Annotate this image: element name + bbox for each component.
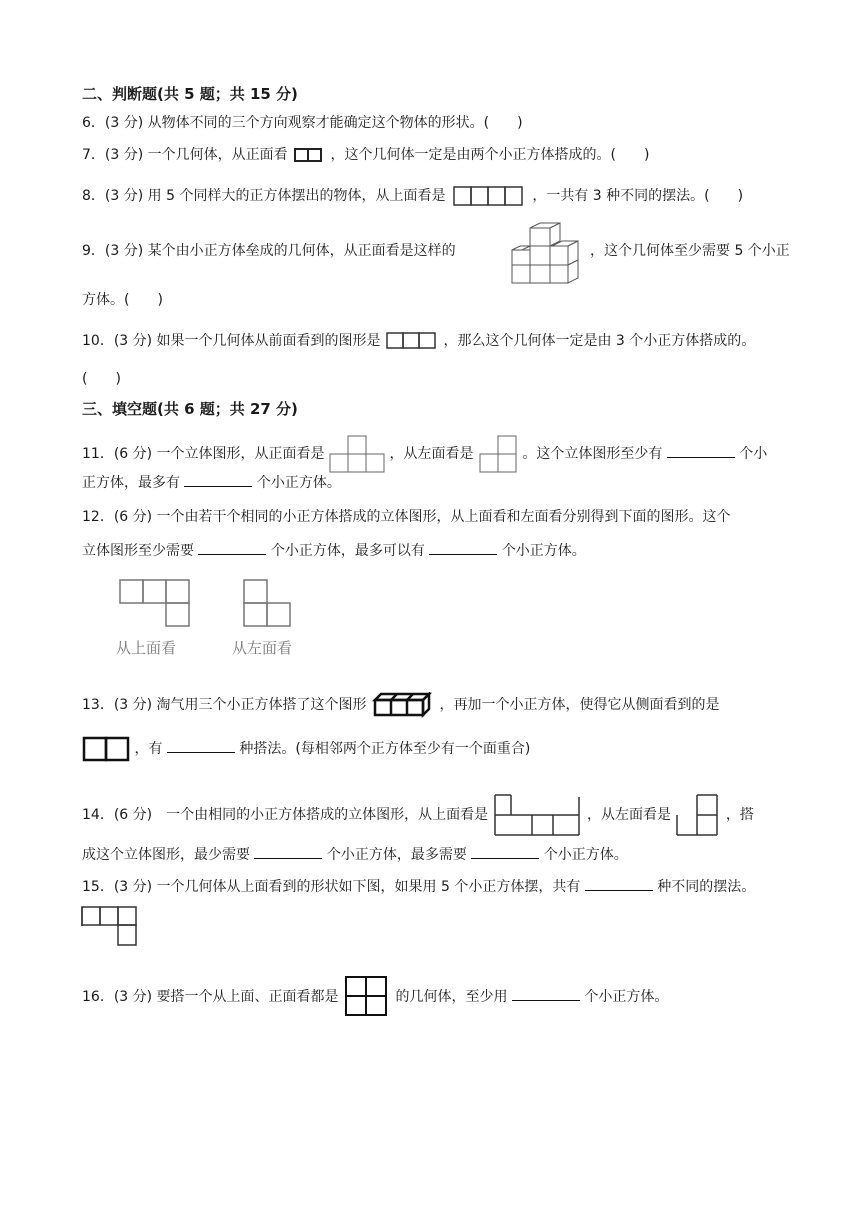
question-14-text-a: 14．(6 分) 一个由相同的小正方体搭成的立体图形，从上面看是 [82,807,489,823]
question-11-text-e: 正方体，最多有 [82,475,180,491]
answer-blank[interactable] [254,844,322,859]
question-16-text-b: 的几何体，至少用 [395,989,508,1005]
question-11-text-a: 11．(6 分) 一个立体图形，从正面看是 [82,446,325,462]
question-9-text-b: ，这个几何体至少需要 5 个小正 [590,243,790,259]
question-13-line2 [82,736,530,762]
figure-cube-stack-icon [508,222,580,288]
figure-four-square-grid-icon [343,975,391,1019]
question-9-text-a: 9．(3 分) 某个由小正方体垒成的几何体，从正面看是这样的 [82,243,456,259]
question-11-text-b: ，从左面看是 [389,446,474,462]
question-11-line2 [82,472,341,493]
answer-blank[interactable] [512,986,580,1001]
caption-top-view: 从上面看 [116,639,177,657]
figure-front-view-icon [329,434,385,474]
question-15 [82,876,755,897]
question-15-text-a: 15．(3 分) 一个几何体从上面看到的形状如下图，如果用 5 个小正方体摆，共有 [82,879,581,895]
question-15-text-b: 种不同的摆法。 [657,879,756,895]
question-16 [82,975,668,1019]
question-12-line2 [82,540,586,561]
question-14-text-e: 个小正方体，最多需要 [326,847,467,863]
question-10-text-b: ，那么这个几何体一定是由 3 个小正方体搭成的。 [443,333,756,349]
question-8 [82,184,743,208]
figure-side-view-icon [82,736,130,762]
figure-four-squares-row-icon [450,184,528,208]
question-13-text-a: 13．(3 分) 淘气用三个小正方体搭了这个图形 [82,697,367,713]
question-11-text-d: 个小 [739,446,768,462]
question-14-text-c: ，搭 [725,807,754,823]
answer-blank[interactable] [184,472,252,487]
section-title-fill-in: 三、填空题(共 6 题；共 27 分) [82,400,298,418]
question-16-text-c: 个小正方体。 [584,989,669,1005]
question-9 [82,241,456,261]
question-7-text-a: 7．(3 分) 一个几何体，从正面看 [82,147,288,163]
question-12-text-c: 个小正方体，最多可以有 [270,543,425,559]
question-14-text-d: 成这个立体图形，最少需要 [82,847,250,863]
question-7-text-b: ，这个几何体一定是由两个小正方体搭成的。( ) [330,147,650,163]
figure-left-side-view-icon [242,578,294,632]
figure-left-view-icon [478,434,518,474]
answer-blank[interactable] [585,876,653,891]
section-title-judgement: 二、判断题(共 5 题；共 15 分) [82,85,298,103]
question-6: 6．(3 分) 从物体不同的三个方向观察才能确定这个物体的形状。( ) [82,115,523,131]
figure-three-cubes-icon [371,692,435,718]
question-11-text-c: 。这个立体图形至少有 [522,446,663,462]
answer-blank[interactable] [471,844,539,859]
question-13-text-b: ，再加一个小正方体，使得它从侧面看到的是 [439,697,720,713]
figure-q14-left-view-icon [675,793,721,837]
question-10 [82,331,755,351]
question-11-text-f: 个小正方体。 [256,475,341,491]
answer-blank[interactable] [429,540,497,555]
figure-q15-top-view-icon [80,904,140,952]
question-10-text-a: 10．(3 分) 如果一个几何体从前面看到的图形是 [82,333,381,349]
question-14-text-b: ，从左面看是 [587,807,672,823]
figure-two-squares-icon [292,147,326,163]
question-14 [82,793,754,837]
question-14-text-f: 个小正方体。 [543,847,628,863]
question-11 [82,434,767,474]
figure-three-squares-row-icon [385,332,439,350]
question-14-line2 [82,844,628,865]
question-13-text-c: ，有 [134,741,163,757]
question-12-line1: 12．(6 分) 一个由若干个相同的小正方体搭成的立体图形，从上面看和左面看分别得到下面的图形。这个 [82,509,731,525]
answer-blank[interactable] [167,738,235,753]
question-10-text-c: ( ) [82,371,121,387]
question-13 [82,692,719,718]
question-9-text-c: 方体。( ) [82,292,163,308]
question-16-text-a: 16．(3 分) 要搭一个从上面、正面看都是 [82,989,339,1005]
question-8-text-a: 8．(3 分) 用 5 个同样大的正方体摆出的物体，从上面看是 [82,188,446,204]
question-12-text-b: 立体图形至少需要 [82,543,194,559]
question-12-text-d: 个小正方体。 [501,543,586,559]
caption-left-view: 从左面看 [232,639,293,657]
question-7 [82,145,649,165]
figure-q14-top-view-icon [493,793,583,837]
question-8-text-b: ，一共有 3 种不同的摆法。( ) [532,188,744,204]
figure-top-view-icon [118,578,194,632]
answer-blank[interactable] [667,443,735,458]
question-13-text-d: 种搭法。(每相邻两个正方体至少有一个面重合) [239,741,531,757]
answer-blank[interactable] [198,540,266,555]
